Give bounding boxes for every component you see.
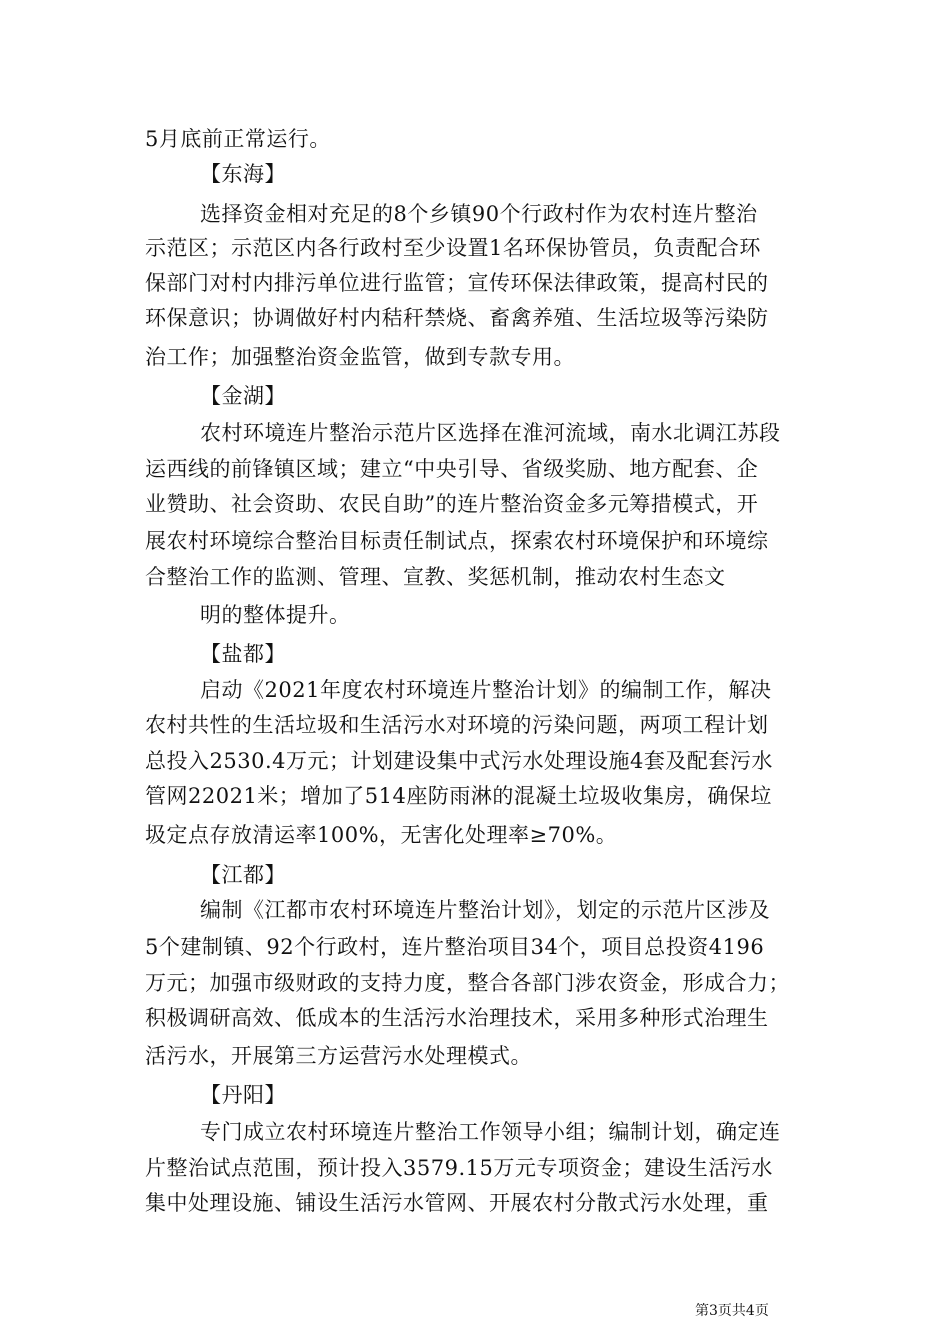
section-heading-danyang: 【丹阳】 (200, 1083, 286, 1107)
text-line: 选择资金相对充足的8个乡镇90个行政村作为农村连片整治 (200, 202, 758, 226)
text-line: 专门成立农村环境连片整治工作领导小组；编制计划，确定连 (200, 1120, 781, 1144)
page-number-footer: 第3页共4页 (695, 1303, 769, 1319)
section-heading-donghai: 【东海】 (200, 162, 286, 186)
text-line: 保部门对村内排污单位进行监管；宣传环保法律政策，提高村民的 (145, 271, 769, 295)
text-line: 活污水，开展第三方运营污水处理模式。 (145, 1044, 532, 1068)
section-heading-jinhu: 【金湖】 (200, 384, 286, 408)
text-line: 管网22021米；增加了514座防雨淋的混凝土垃圾收集房，确保垃 (145, 784, 772, 808)
text-line: 明的整体提升。 (200, 603, 351, 627)
text-line: 启动《2021年度农村环境连片整治计划》的编制工作，解决 (200, 678, 772, 702)
text-line: 环保意识；协调做好村内秸秆禁烧、畜禽养殖、生活垃圾等污染防 (145, 306, 769, 330)
text-line: 总投入2530.4万元；计划建设集中式污水处理设施4套及配套污水 (145, 749, 773, 773)
text-line: 积极调研高效、低成本的生活污水治理技术，采用多种形式治理生 (145, 1006, 769, 1030)
text-line: 农村共性的生活垃圾和生活污水对环境的污染问题，两项工程计划 (145, 713, 769, 737)
text-line: 展农村环境综合整治目标责任制试点，探索农村环境保护和环境综 (145, 529, 769, 553)
text-line: 万元；加强市级财政的支持力度，整合各部门涉农资金，形成合力； (145, 971, 790, 995)
text-line: 业赞助、社会资助、农民自助”的连片整治资金多元筹措模式，开 (145, 492, 759, 516)
section-heading-yandu: 【盐都】 (200, 642, 286, 666)
text-line: 5个建制镇、92个行政村，连片整治项目34个，项目总投资4196 (145, 935, 765, 959)
text-line: 合整治工作的监测、管理、宣教、奖惩机制，推动农村生态文 (145, 565, 726, 589)
text-line: 示范区；示范区内各行政村至少设置1名环保协管员，负责配合环 (145, 236, 761, 260)
text-line: 片整治试点范围，预计投入3579.15万元专项资金；建设生活污水 (145, 1156, 773, 1180)
text-line: 运西线的前锋镇区域；建立“中央引导、省级奖励、地方配套、企 (145, 457, 759, 481)
text-line: 圾定点存放清运率100%，无害化处理率≥70%。 (145, 823, 618, 847)
text-line: 编制《江都市农村环境连片整治计划》，划定的示范片区涉及 (200, 898, 770, 922)
text-line: 治工作；加强整治资金监管，做到专款专用。 (145, 345, 575, 369)
text-line: 5月底前正常运行。 (145, 127, 331, 151)
text-line: 集中处理设施、铺设生活污水管网、开展农村分散式污水处理，重 (145, 1191, 769, 1215)
section-heading-jiangdu: 【江都】 (200, 863, 286, 887)
text-line: 农村环境连片整治示范片区选择在淮河流域，南水北调江苏段 (200, 421, 781, 445)
